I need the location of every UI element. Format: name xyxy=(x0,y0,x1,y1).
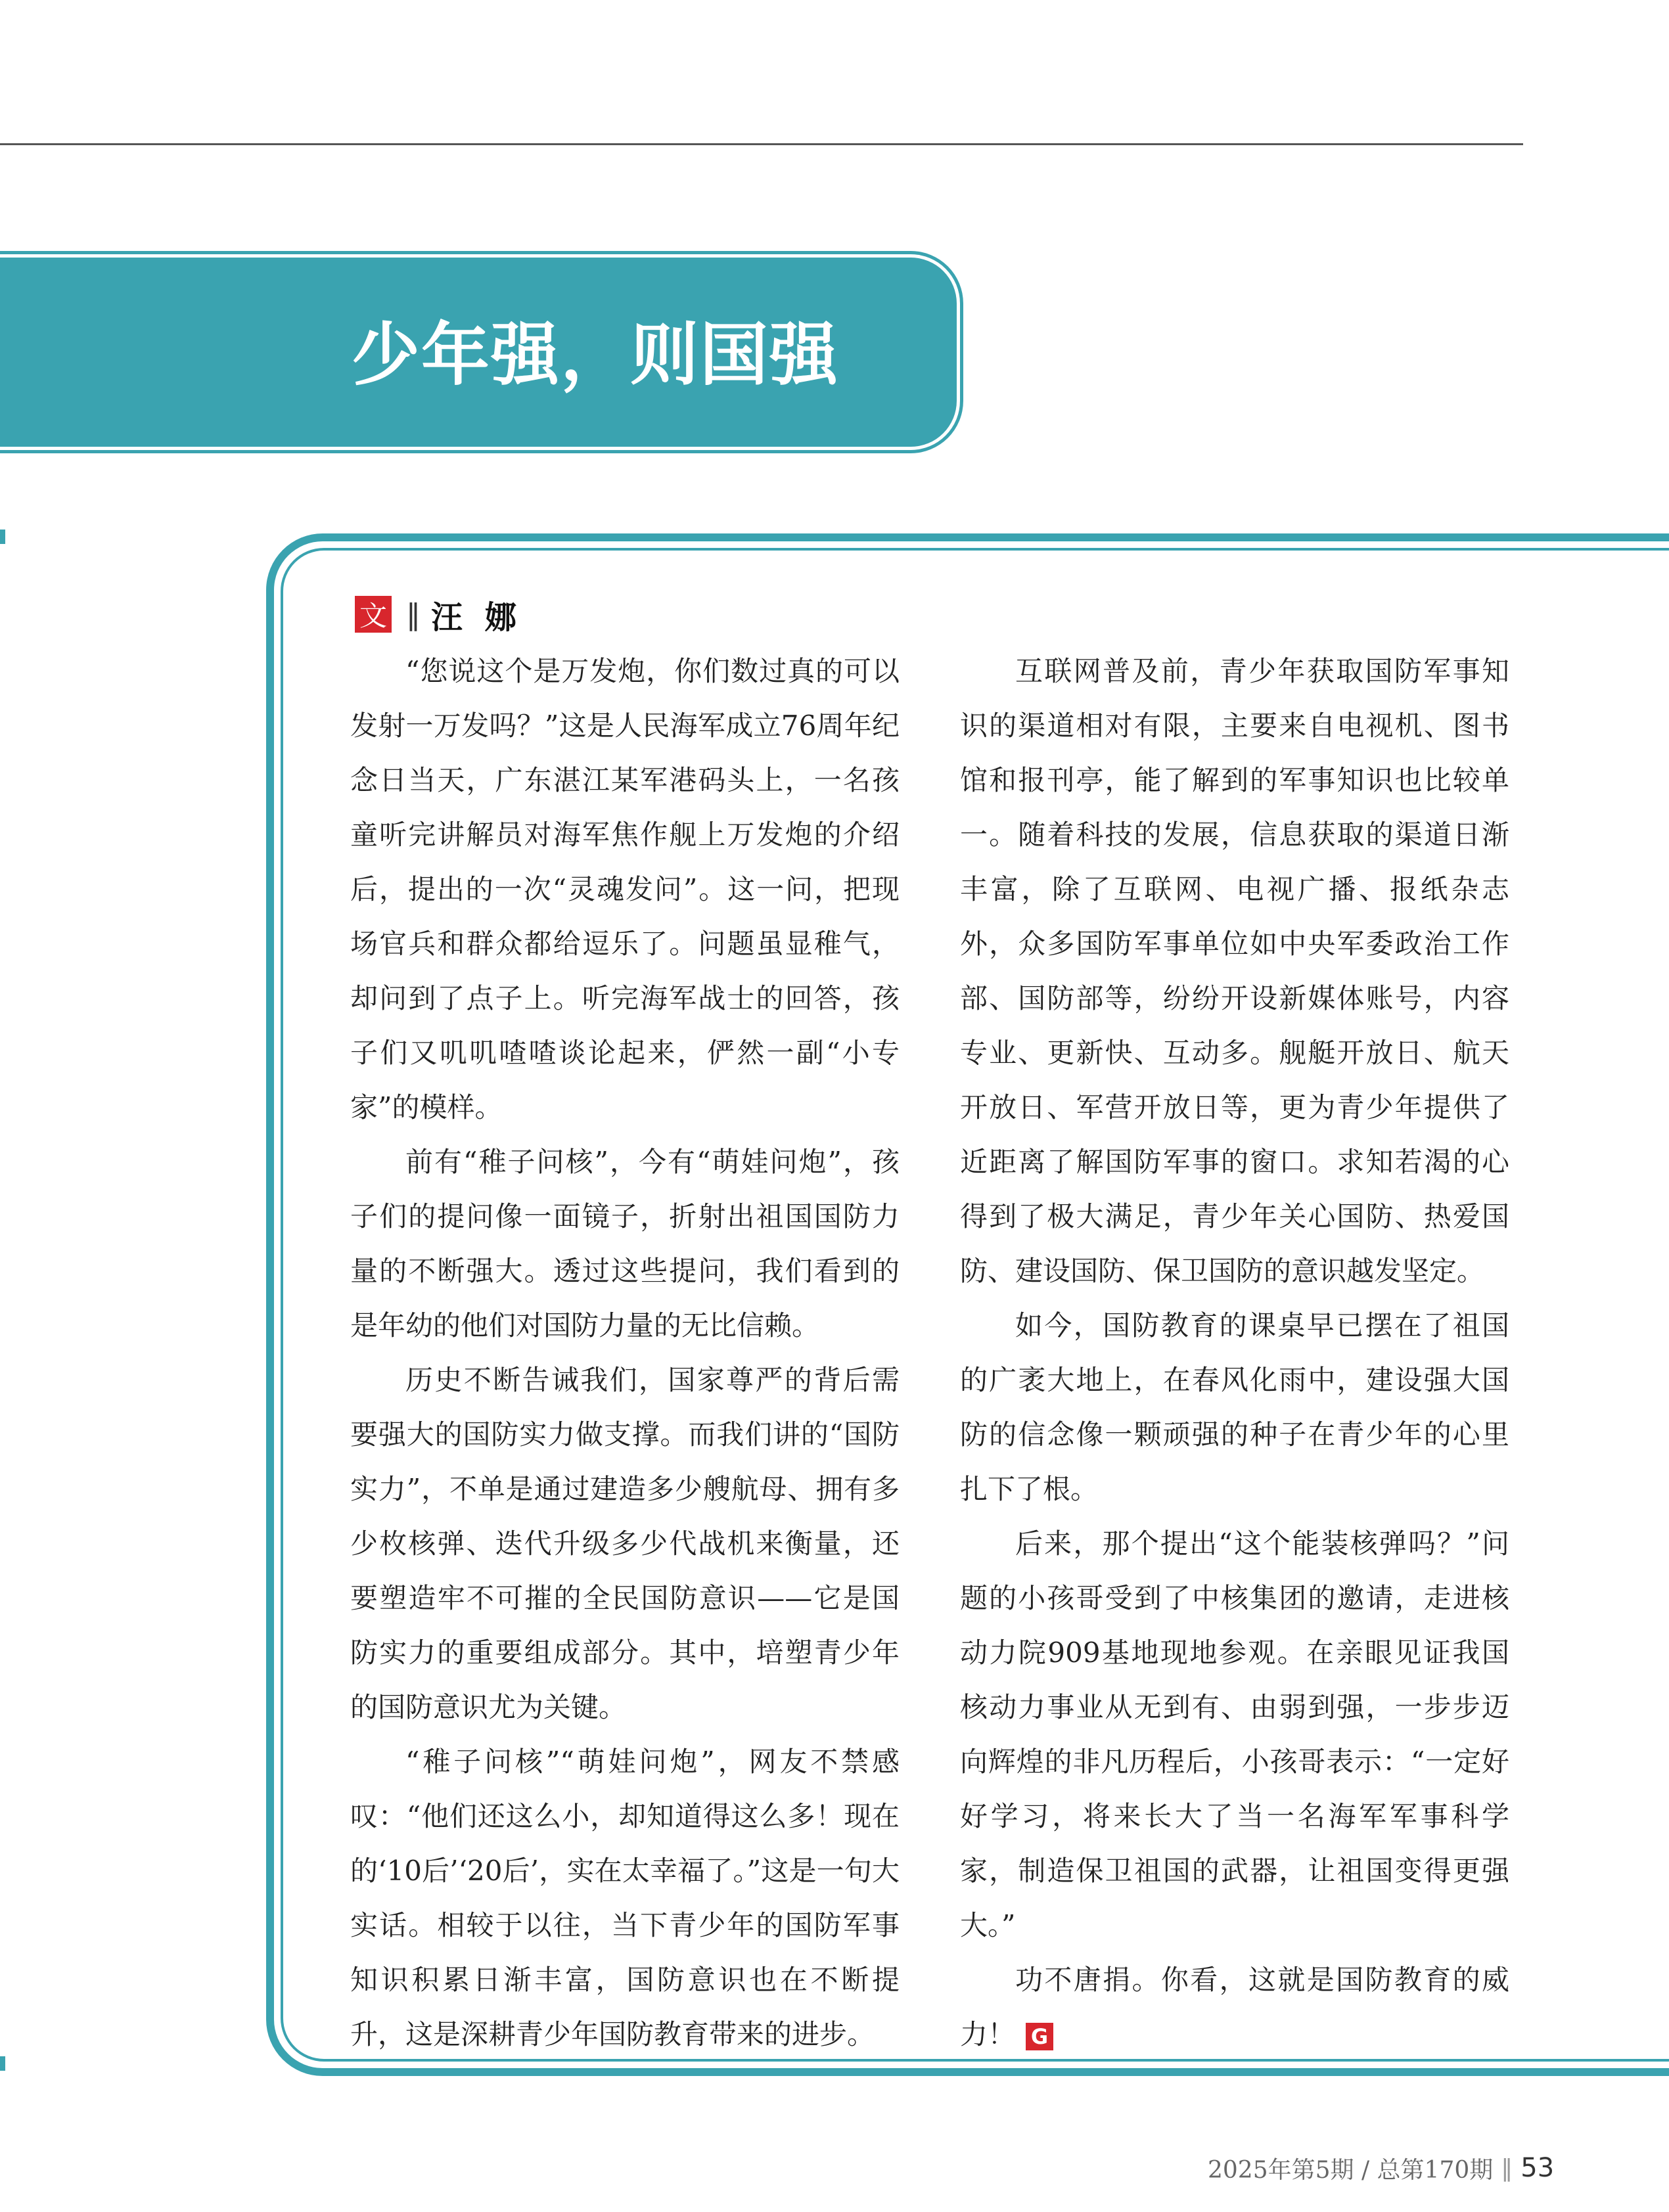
author-name: 汪娜 xyxy=(431,598,539,636)
end-mark-icon: G xyxy=(1026,2023,1053,2050)
paragraph: 后来，那个提出“这个能装核弹吗？”问题的小孩哥受到了中核集团的邀请，走进核动力院909基地现地参观。在亲眼见证我国核动力事业从无到有、由弱到强，一步步迈向辉煌的非凡历程后，小孩哥表示：“一定好好学习，将来长大了当一名海军军事科学家，制造保卫祖国的武器，让祖国变得更强大。” xyxy=(960,1527,1509,1941)
page-footer xyxy=(1208,2148,1554,2188)
top-rule xyxy=(0,143,1523,145)
paragraph: 历史不断告诫我们，国家尊严的背后需要强大的国防实力做支撑。而我们讲的“国防实力”，不单是通过建造多少艘航母、拥有多少枚核弹、迭代升级多少代战机来衡量，还要塑造牢不可摧的全民国防意识——它是国防实力的重要组成部分。其中，培塑青少年的国防意识尤为关键。 xyxy=(350,1364,900,1723)
paragraph: “稚子问核”“萌娃问炮”，网友不禁感叹：“他们还这么小，却知道得这么多！现在的‘10后’‘20后’，实在太幸福了。”这是一句大实话。相较于以往，当下青少年的国防军事知识积累日渐丰富，国防意识也在不断提升，这是深耕青少年国防教育带来的进步。 xyxy=(350,1746,900,2050)
paragraph-text: 功不唐捐。你看，这就是国防教育的威力！ xyxy=(960,1964,1509,2050)
page-number: 53 xyxy=(1520,2153,1555,2183)
paragraph: 前有“稚子问核”，今有“萌娃问炮”，孩子们的提问像一面镜子，折射出祖国国防力量的不断强大。透过这些提问，我们看到的是年幼的他们对国防力量的无比信赖。 xyxy=(350,1146,900,1342)
paragraph: 如今，国防教育的课桌早已摆在了祖国的广袤大地上，在春风化雨中，建设强大国防的信念像一颗顽强的种子在青少年的心里扎下了根。 xyxy=(960,1309,1509,1505)
right-column xyxy=(960,644,1509,2062)
issue-info: 2025年第5期 / 总第170期 xyxy=(1208,2156,1494,2184)
footer-separator: ‖ xyxy=(1501,2154,1513,2182)
byline-label: 文 xyxy=(355,596,392,633)
left-column xyxy=(350,644,900,2062)
margin-tick xyxy=(0,2056,5,2071)
paragraph: “您说这个是万发炮，你们数过真的可以发射一万发吗？”这是人民海军成立76周年纪念日当天，广东湛江某军港码头上，一名孩童听完讲解员对海军焦作舰上万发炮的介绍后，提出的一次“灵魂发问”。这一问，把现场官兵和群众都给逗乐了。问题虽显稚气，却问到了点子上。听完海军战士的回答，孩子们又叽叽喳喳谈论起来，俨然一副“小专家”的模样。 xyxy=(350,655,900,1123)
paragraph-last xyxy=(960,1952,1509,2062)
paragraph: 互联网普及前，青少年获取国防军事知识的渠道相对有限，主要来自电视机、图书馆和报刊亭，能了解到的军事知识也比较单一。随着科技的发展，信息获取的渠道日渐丰富，除了互联网、电视广播、报纸杂志外，众多国防军事单位如中央军委政治工作部、国防部等，纷纷开设新媒体账号，内容专业、更新快、互动多。舰艇开放日、航天开放日、军营开放日等，更为青少年提供了近距离了解国防军事的窗口。求知若渴的心得到了极大满足，青少年关心国防、热爱国防、建设国防、保卫国防的意识越发坚定。 xyxy=(960,655,1509,1287)
byline-separator: ‖ xyxy=(406,597,421,631)
byline xyxy=(355,593,539,635)
margin-tick xyxy=(0,530,5,544)
article-title: 少年强，则国强 xyxy=(352,315,840,395)
